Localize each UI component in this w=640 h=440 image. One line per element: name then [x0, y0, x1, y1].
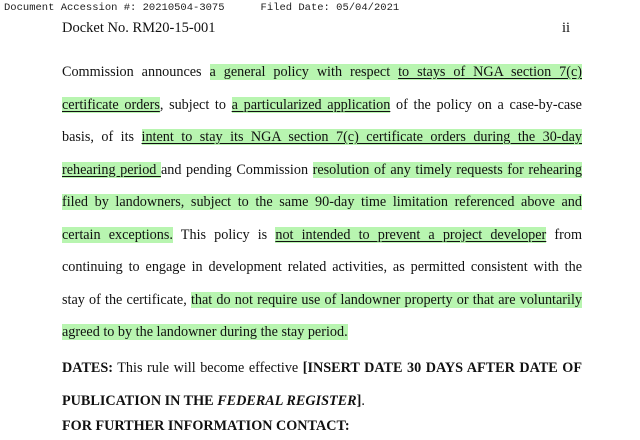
highlight-particularized-application: a particularized application [231, 96, 391, 113]
text-segment: Commission announces [62, 64, 210, 80]
dates-insert-b: ] [356, 392, 362, 409]
policy-paragraph [62, 56, 582, 349]
text-segment: and pending Commission [160, 161, 313, 178]
dates-insert-a: [INSERT DATE 30 DAYS AFTER DATE OF PUBLICATION IN THE [62, 360, 582, 409]
text-segment: from continuing to engage in development related activities, as permitted consistent with the stay of the certificate, [62, 226, 582, 308]
dates-section [62, 352, 582, 417]
highlight-resolution-requests: resolution of any timely requests for rehearing filed by landowners, subject to the same 90-day time limitation referenced above and certain exceptions. [62, 161, 582, 243]
dates-text: This rule will become effective [112, 360, 303, 376]
highlight-landowner-property: that do not require use of landowner property or that are voluntarily agreed to by the landowner during the stay period. [62, 291, 582, 340]
dates-label: DATES: [62, 360, 113, 376]
highlight-not-intended: not intended to prevent a project developer [275, 226, 547, 243]
text-segment: of the policy on a case-by-case basis, of its [62, 96, 582, 145]
docket-number: Docket No. RM20-15-001 [62, 20, 216, 36]
text-segment: , subject to [159, 96, 232, 113]
text-segment: This policy is [172, 226, 276, 243]
dates-end: . [361, 392, 365, 409]
highlight-general-policy: a general policy with respect [209, 64, 399, 80]
accession-number: Document Accession #: 20210504-3075 [4, 2, 225, 14]
highlight-intent-to-stay: intent to stay its NGA section 7(c) certificate orders during the 30-day rehearing period [62, 129, 582, 178]
filed-date: Filed Date: 05/04/2021 [260, 2, 400, 14]
contact-heading: FOR FURTHER INFORMATION CONTACT: [62, 418, 350, 434]
page-number: ii [561, 20, 570, 36]
dates-insert-italic: FEDERAL REGISTER [217, 392, 357, 409]
highlight-stays-certificate-orders: to stays of NGA section 7(c) certificate orders [62, 64, 582, 113]
accession-header [4, 2, 634, 14]
